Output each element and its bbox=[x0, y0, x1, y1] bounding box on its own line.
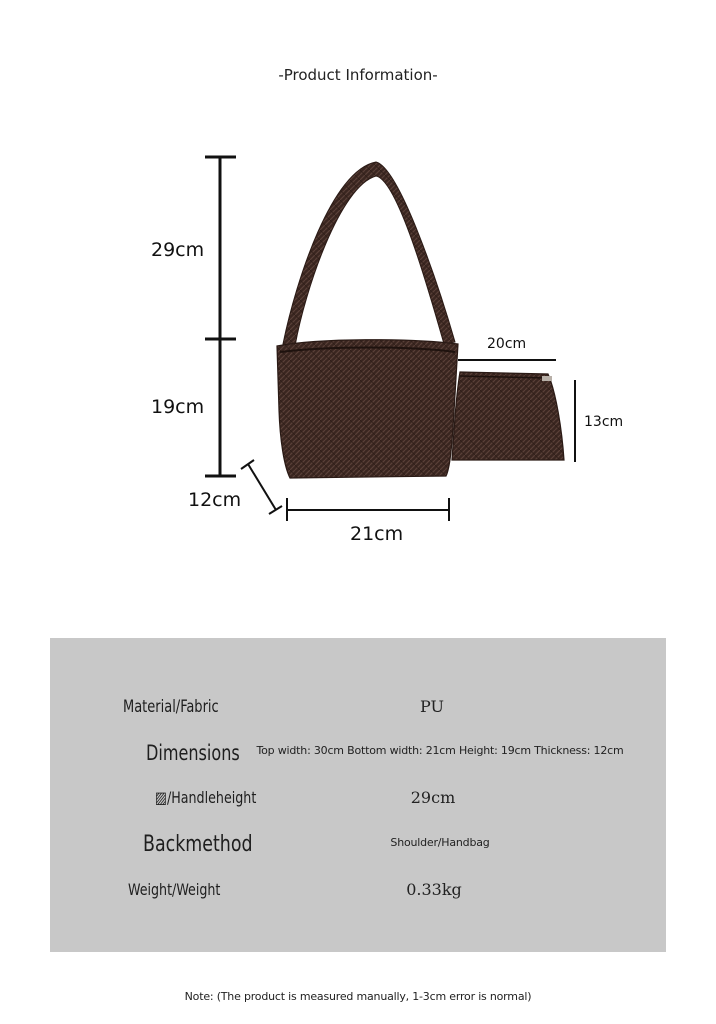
spec-value-back-method: Shoulder/Handbag bbox=[390, 836, 490, 849]
spec-value-weight: 0.33kg bbox=[406, 880, 462, 899]
spec-value-material: PU bbox=[420, 697, 444, 716]
pouch-width-label: 20cm bbox=[487, 336, 527, 352]
spec-label-dimensions: Dimensions bbox=[146, 741, 240, 765]
spec-value-dimensions: Top width: 30cm Bottom width: 21cm Height: 19cm Thickness: 12cm bbox=[256, 744, 624, 757]
bag-body bbox=[277, 340, 458, 478]
spec-value-handle-height: 29cm bbox=[410, 788, 456, 807]
footer-note: Note: (The product is measured manually, 1-3cm error is normal) bbox=[184, 990, 532, 1003]
zipper-pull-icon bbox=[542, 376, 552, 381]
spec-label-weight: Weight/Weight bbox=[128, 880, 221, 899]
height-measure-line bbox=[205, 157, 236, 476]
thickness-measure-line bbox=[241, 460, 282, 514]
page-title: -Product Information- bbox=[278, 66, 438, 84]
bag-height-label: 19cm bbox=[151, 396, 205, 418]
pouch-height-label: 13cm bbox=[584, 414, 624, 430]
thickness-label: 12cm bbox=[188, 489, 242, 511]
spec-table bbox=[50, 638, 666, 952]
bag-strap bbox=[283, 162, 455, 346]
width-label: 21cm bbox=[350, 523, 404, 545]
pouch bbox=[452, 372, 564, 460]
spec-label-material: Material/Fabric bbox=[123, 697, 219, 717]
width-measure-line bbox=[287, 498, 449, 521]
spec-label-handle-height: ▨/Handleheight bbox=[155, 788, 257, 807]
strap-height-label: 29cm bbox=[151, 239, 205, 261]
spec-label-back-method: Backmethod bbox=[143, 832, 253, 857]
